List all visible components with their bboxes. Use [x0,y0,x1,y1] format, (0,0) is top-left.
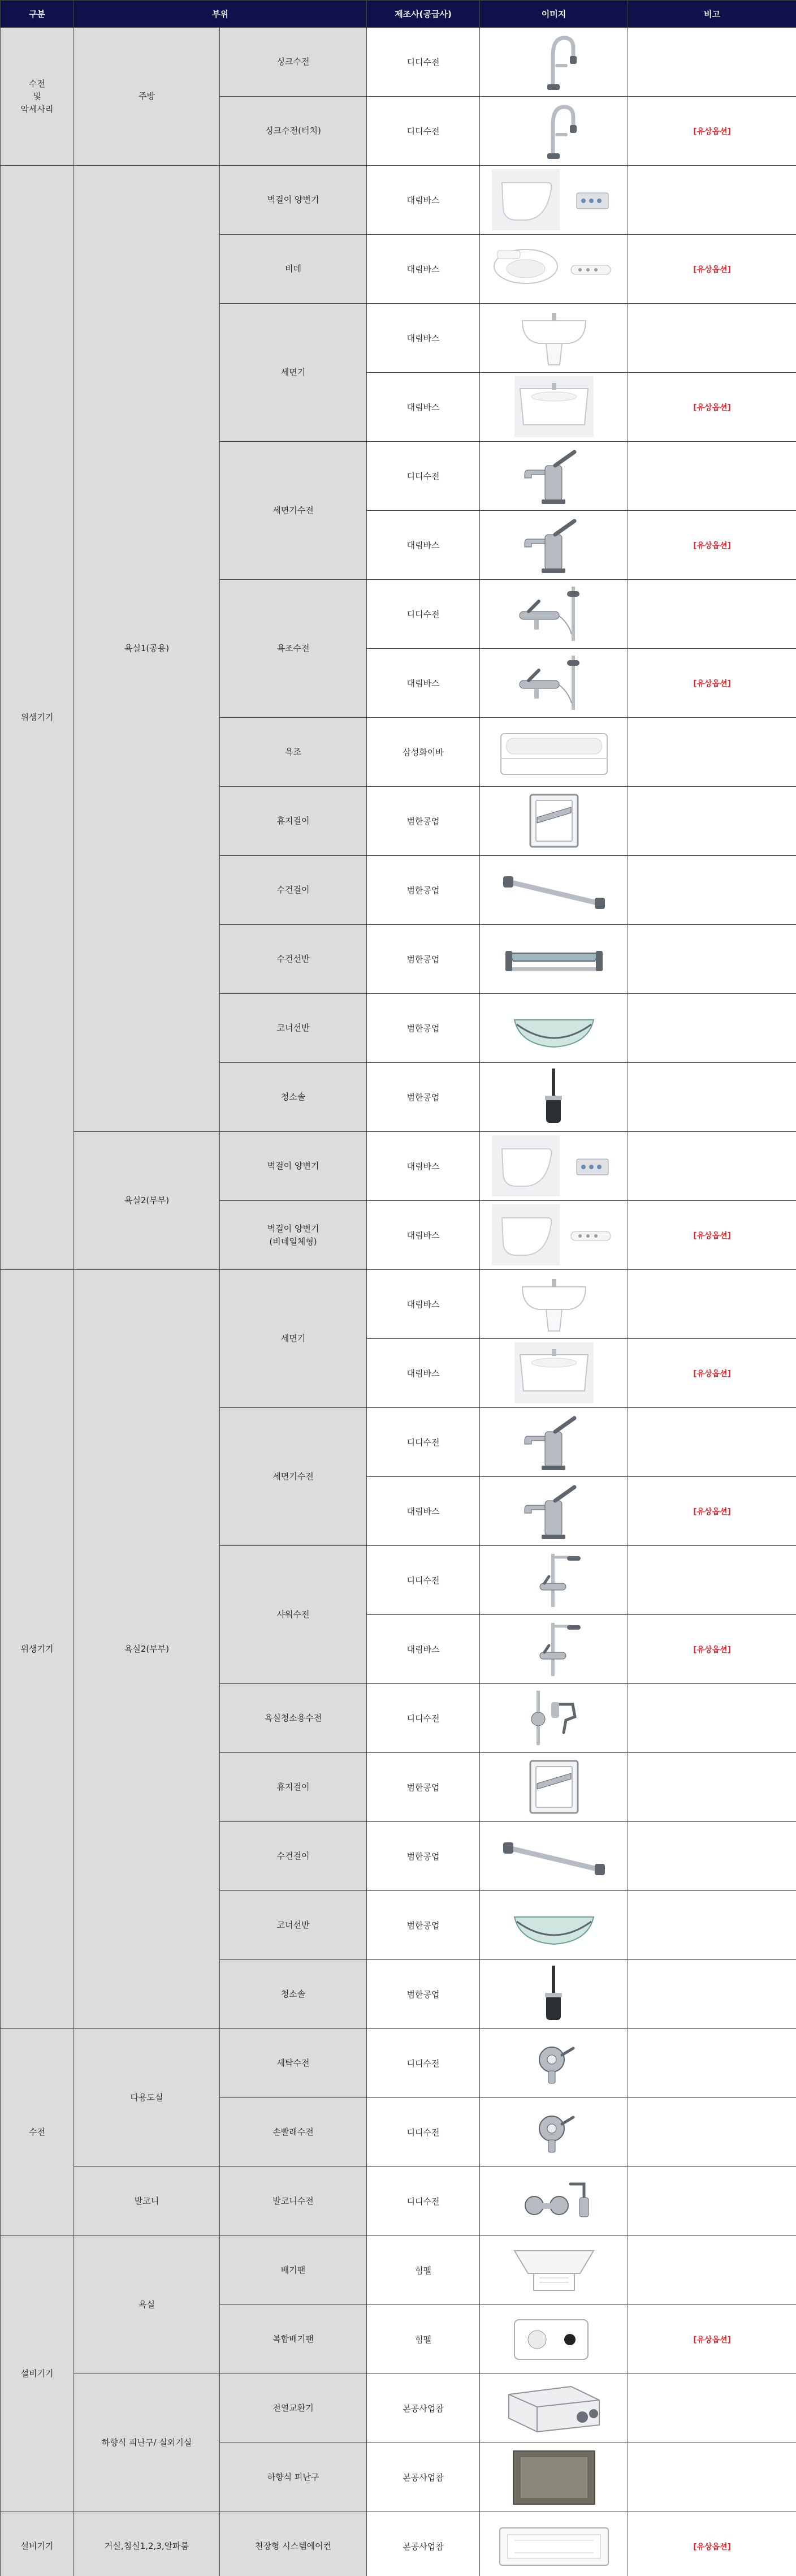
ceiling-aircon-icon [486,2514,622,2576]
towel-shelf-icon [486,927,622,990]
cell-bu2: 샤워수전 [220,1546,367,1684]
cell-note [628,1684,796,1753]
cell-maker: 범한공업 [367,1891,480,1960]
cell-bu2: 코너선반 [220,994,367,1063]
cell-image [480,2305,628,2374]
cell-image [480,1477,628,1546]
cell-bu1: 욕실2(부부) [74,1132,220,1270]
basin-faucet-icon [486,513,622,576]
cell-image [480,925,628,994]
cell-image [480,2098,628,2167]
washbasin-icon [486,306,622,369]
cell-maker: 대림바스 [367,1615,480,1684]
cell-bu1: 주방 [74,28,220,166]
cell-image [480,856,628,925]
cell-image [480,1960,628,2029]
cell-bu1: 거실,침실1,2,3,알파룸 [74,2512,220,2576]
cell-image [480,97,628,166]
cell-bu2: 벽걸이 양변기 [220,166,367,235]
cell-bu1: 욕실1(공용) [74,166,220,1132]
cell-maker: 대림바스 [367,1201,480,1270]
cell-maker: 범한공업 [367,1753,480,1822]
cell-maker: 디디수전 [367,1684,480,1753]
cell-maker: 본공사업참 [367,2374,480,2443]
cell-image [480,442,628,511]
cell-bu2: 손빨래수전 [220,2098,367,2167]
cell-gubun: 설비기기 [1,2236,74,2512]
towel-bar-icon [486,858,622,921]
cell-maker: 범한공업 [367,994,480,1063]
corner-shelf-icon [486,996,622,1059]
cell-maker: 대림바스 [367,304,480,373]
cell-maker: 디디수전 [367,97,480,166]
cell-image [480,28,628,97]
table-body [1,28,796,2576]
cell-note: [유상옵션] [628,235,796,304]
header-note: 비고 [628,1,796,28]
cell-note: [유상옵션] [628,97,796,166]
table-header-row [1,1,796,28]
cell-maker: 대림바스 [367,1270,480,1339]
cell-gubun: 설비기기 [1,2512,74,2576]
cell-image [480,511,628,580]
header-bui: 부위 [74,1,367,28]
cell-bu2: 욕조 [220,718,367,787]
cell-note [628,442,796,511]
cell-bu2: 휴지걸이 [220,1753,367,1822]
toilet-brush-icon [486,1065,622,1128]
cell-note [628,1822,796,1891]
cell-maker: 범한공업 [367,1822,480,1891]
cell-note [628,856,796,925]
cell-image [480,994,628,1063]
cell-bu2: 하향식 피난구 [220,2443,367,2512]
cell-note [628,2167,796,2236]
cell-image [480,2512,628,2576]
basin-faucet-icon [486,1410,622,1474]
paper-holder-icon [486,789,622,852]
cell-maker: 대림바스 [367,649,480,718]
cleaning-faucet-icon [486,1686,622,1750]
cell-bu2: 세면기수전 [220,1408,367,1546]
cell-note [628,787,796,856]
cell-bu2: 벽걸이 양변기 [220,1132,367,1201]
cell-note: [유상옵션] [628,649,796,718]
cell-maker: 디디수전 [367,2029,480,2098]
cell-maker: 디디수전 [367,580,480,649]
cell-bu2: 청소솔 [220,1063,367,1132]
cell-maker: 대림바스 [367,511,480,580]
cell-bu2: 발코니수전 [220,2167,367,2236]
cell-bu2: 코너선반 [220,1891,367,1960]
cell-note: [유상옵션] [628,1339,796,1408]
washbasin-cabinet-icon [486,375,622,438]
cell-note [628,304,796,373]
cell-note: [유상옵션] [628,2305,796,2374]
table-row [1,1270,796,1339]
cell-bu2: 싱크수전(터치) [220,97,367,166]
cell-note [628,718,796,787]
cell-image [480,1546,628,1615]
cell-image [480,1684,628,1753]
table-row [1,1132,796,1201]
cell-note [628,1132,796,1201]
cell-note: [유상옵션] [628,2512,796,2576]
cell-maker: 디디수전 [367,1546,480,1615]
cell-image [480,2167,628,2236]
cell-bu2: 수건걸이 [220,856,367,925]
towel-bar-icon [486,1824,622,1888]
cell-note [628,2443,796,2512]
cell-image [480,1615,628,1684]
cell-note [628,1270,796,1339]
cell-image [480,580,628,649]
cell-image [480,787,628,856]
cell-image [480,718,628,787]
cell-image [480,1822,628,1891]
cell-bu2: 전열교환기 [220,2374,367,2443]
cell-note [628,28,796,97]
washbasin-cabinet-icon [486,1341,622,1405]
bathtub-icon [486,720,622,783]
basin-faucet-icon [486,1479,622,1543]
header-image: 이미지 [480,1,628,28]
exhaust-fan-icon [486,2238,622,2302]
cell-maker: 범한공업 [367,1063,480,1132]
cell-bu1: 다용도실 [74,2029,220,2167]
toilet-brush-icon [486,1962,622,2026]
cell-maker: 범한공업 [367,787,480,856]
cell-bu2: 싱크수전 [220,28,367,97]
cell-bu2: 휴지걸이 [220,787,367,856]
cell-note [628,166,796,235]
cell-maker: 대림바스 [367,235,480,304]
table-row [1,2374,796,2443]
table-row [1,166,796,235]
cell-image [480,2029,628,2098]
cell-maker: 범한공업 [367,856,480,925]
shower-faucet-icon [486,1617,622,1681]
cell-image [480,2443,628,2512]
cell-bu2: 세탁수전 [220,2029,367,2098]
cell-maker: 힘펠 [367,2236,480,2305]
cell-bu2: 세면기수전 [220,442,367,580]
cell-maker: 디디수전 [367,28,480,97]
table-row [1,2167,796,2236]
cell-image [480,1339,628,1408]
cell-note: [유상옵션] [628,1615,796,1684]
cell-bu2: 비데 [220,235,367,304]
cell-maker: 디디수전 [367,2167,480,2236]
cell-note [628,2236,796,2305]
cell-maker: 디디수전 [367,1408,480,1477]
cell-gubun: 위생기기 [1,166,74,1270]
cell-note [628,1546,796,1615]
cell-image [480,1408,628,1477]
cell-bu2: 청소솔 [220,1960,367,2029]
cell-maker: 대림바스 [367,1477,480,1546]
cell-note: [유상옵션] [628,1477,796,1546]
table-row [1,2029,796,2098]
cell-maker: 본공사업참 [367,2443,480,2512]
cell-note [628,2098,796,2167]
cell-image [480,304,628,373]
cell-bu2: 욕조수전 [220,580,367,718]
combo-fan-icon [486,2307,622,2371]
cell-maker: 대림바스 [367,166,480,235]
cell-note [628,994,796,1063]
balcony-faucet-icon [486,2169,622,2233]
cell-image [480,235,628,304]
table-row [1,2236,796,2305]
cell-image [480,1063,628,1132]
cell-bu1: 발코니 [74,2167,220,2236]
cell-note [628,1063,796,1132]
cell-gubun: 수전 및 악세사리 [1,28,74,166]
cell-image [480,1270,628,1339]
cell-image [480,2236,628,2305]
cell-note: [유상옵션] [628,511,796,580]
cell-bu2: 세면기 [220,1270,367,1408]
washbasin-icon [486,1272,622,1336]
cell-maker: 범한공업 [367,1960,480,2029]
cell-maker: 범한공업 [367,925,480,994]
cell-image [480,1891,628,1960]
cell-maker: 디디수전 [367,442,480,511]
cell-bu2: 천장형 시스템에어컨 [220,2512,367,2576]
wall-toilet-icon [486,168,622,231]
cell-maker: 대림바스 [367,1339,480,1408]
shower-faucet-icon [486,1548,622,1612]
cell-maker: 힘펠 [367,2305,480,2374]
cell-maker: 본공사업참 [367,2512,480,2576]
cell-note [628,580,796,649]
cell-note: [유상옵션] [628,373,796,442]
cell-note [628,1960,796,2029]
cell-bu2: 수건선반 [220,925,367,994]
header-gubun: 구분 [1,1,74,28]
cell-bu2: 벽걸이 양변기 (비데일체형) [220,1201,367,1270]
bath-faucet-icon [486,651,622,714]
sink-faucet-icon [486,99,622,162]
bath-faucet-icon [486,582,622,645]
cell-image [480,649,628,718]
cell-maker: 삼성화이바 [367,718,480,787]
cell-note [628,2029,796,2098]
cell-note [628,1891,796,1960]
cell-bu2: 욕실청소용수전 [220,1684,367,1753]
cell-bu1: 욕실 [74,2236,220,2374]
table-row [1,2512,796,2576]
cell-image [480,1753,628,1822]
cell-note: [유상옵션] [628,1201,796,1270]
laundry-faucet-icon [486,2031,622,2095]
wall-toilet-icon [486,1134,622,1197]
cell-maker: 대림바스 [367,373,480,442]
cell-bu2: 수건걸이 [220,1822,367,1891]
corner-shelf-icon [486,1893,622,1957]
cell-image [480,1201,628,1270]
cell-bu2: 복합배기팬 [220,2305,367,2374]
cell-image [480,166,628,235]
cell-gubun: 수전 [1,2029,74,2236]
cell-bu2: 세면기 [220,304,367,442]
cell-bu2: 배기팬 [220,2236,367,2305]
cell-image [480,1132,628,1201]
cell-note [628,2374,796,2443]
cell-image [480,2374,628,2443]
wall-toilet-bidet-icon [486,1203,622,1267]
cell-bu1: 하향식 피난구/ 실외기실 [74,2374,220,2512]
sink-faucet-icon [486,30,622,93]
cell-image [480,373,628,442]
cell-note [628,1408,796,1477]
cell-gubun: 위생기기 [1,1270,74,2029]
escape-hatch-icon [486,2445,622,2509]
bidet-icon [486,237,622,300]
paper-holder-icon [486,1755,622,1819]
laundry-faucet-icon [486,2100,622,2164]
cell-maker: 디디수전 [367,2098,480,2167]
heat-exchanger-icon [486,2376,622,2440]
table-row [1,28,796,97]
basin-faucet-icon [486,444,622,507]
cell-maker: 대림바스 [367,1132,480,1201]
cell-note [628,1753,796,1822]
cell-bu1: 욕실2(부부) [74,1270,220,2029]
header-maker: 제조사(공급사) [367,1,480,28]
cell-note [628,925,796,994]
